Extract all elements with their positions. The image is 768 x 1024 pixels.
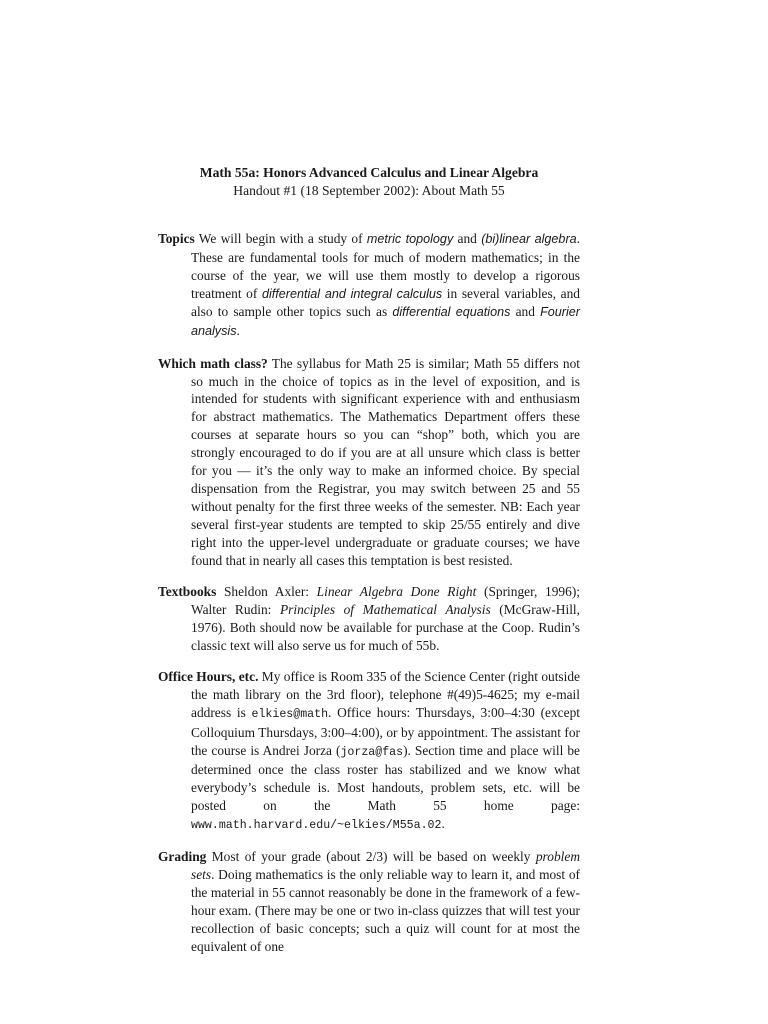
office-text: My office is Room 335 of the Science Center (right outside the math library on the 3rd floor), telephone #(49)5-4625; my e-mail address is <box>191 668 581 720</box>
section-heading-which-math-class: Which math class? <box>158 355 268 371</box>
topics-emph-metric-topology: metric topology <box>366 231 454 246</box>
textbooks-text: (McGraw-Hill, 1976). Both should now be available for purchase at the Coop. Rudin’s classic text will also serve us for much of 55b. <box>191 601 580 653</box>
topics-emph-bilinear-algebra: (bi)linear algebra <box>481 231 577 246</box>
topics-emph-fourier-analysis: Fourier analysis <box>191 305 580 339</box>
instructor-email: elkies@math <box>251 707 329 721</box>
textbooks-text: (Springer, 1996); Walter Rudin: <box>191 583 580 617</box>
section-grading <box>158 848 580 955</box>
topics-text: and <box>453 230 482 246</box>
grading-text: ) will be based on weekly <box>383 849 536 865</box>
document-header <box>158 164 580 200</box>
textbooks-text: Sheldon Axler: <box>216 583 317 599</box>
which-text: The syllabus for Math 25 is similar; Math 55 differs not so much in the choice of topics as in the level of exposition, and is intended for students with significant experience with and enthusiasm for abstract mathematics. The Mathematics Department offers these courses at separate hours so you can “shop” both, which you are strongly encouraged to do if you are at all unsure which class is better for you — it’s the only way to make an informed choice. By special dispensation from the Registrar, you may switch between 25 and 55 without penalty for the first three weeks of the semester. NB: Each year several first-year students are tempted to skip 25/55 entirely and dive right into the upper-level undergraduate or graduate courses; we have found that in nearly all cases this temptation is best resisted. <box>191 355 580 568</box>
topics-text: and <box>510 304 541 320</box>
grading-text: . Doing mathematics is the only reliable way to learn it, and most of the material in 55 cannot reasonably be done in the framework of a few-hour exam. (There may be one or two in-class quizzes that will test your recollection of basic concepts; such a quiz will count for at most the equivalent of one <box>191 867 580 954</box>
section-textbooks <box>158 583 580 655</box>
document-title: Math 55a: Honors Advanced Calculus and Linear Algebra <box>199 165 539 180</box>
document-subtitle: Handout #1 (18 September 2002): About Math 55 <box>233 182 505 198</box>
book-title-axler: Linear Algebra Done Right <box>316 583 477 599</box>
handout-page <box>158 164 580 966</box>
grading-emph-problem-sets: problem sets <box>191 849 580 883</box>
section-heading-grading: Grading <box>158 849 207 865</box>
grading-text: Most of your grade (about <box>206 849 366 865</box>
section-office-hours <box>158 668 580 835</box>
section-heading-textbooks: Textbooks <box>158 583 217 599</box>
section-topics <box>158 230 580 341</box>
topics-text: . <box>236 323 240 339</box>
section-heading-topics: Topics <box>158 230 195 246</box>
book-title-rudin: Principles of Mathematical Analysis <box>279 601 491 617</box>
section-which-math-class <box>158 355 580 570</box>
topics-text: We will begin with a study of <box>194 230 367 246</box>
topics-emph-calculus: differential and integral calculus <box>261 286 443 301</box>
course-homepage-url: www.math.harvard.edu/~elkies/M55a.02 <box>191 819 442 833</box>
topics-text: . These are fundamental tools for much of modern mathematics; in the course of the year, we will use them mostly to develop a rigorous treatment of <box>191 230 580 301</box>
topics-text: in several variables, and also to sample other topics such as <box>191 285 580 320</box>
office-text: ). Section time and place will be determined once the class roster has stabilized and we know what everybody’s schedule is. Most handouts, problem sets, etc. will be posted on the Math 55 home page: <box>191 742 580 814</box>
section-heading-office-hours: Office Hours, etc. <box>158 668 259 684</box>
grading-fraction: 2/3 <box>365 849 384 865</box>
office-text: . <box>441 816 445 832</box>
assistant-email: jorza@fas <box>340 745 404 759</box>
office-text: . Office hours: Thursdays, 3:00–4:30 (except Colloquium Thursdays, 3:00–4:00), or by appointment. The assistant for the course is Andrei Jorza ( <box>191 704 580 758</box>
topics-emph-differential-equations: differential equations <box>392 305 511 320</box>
